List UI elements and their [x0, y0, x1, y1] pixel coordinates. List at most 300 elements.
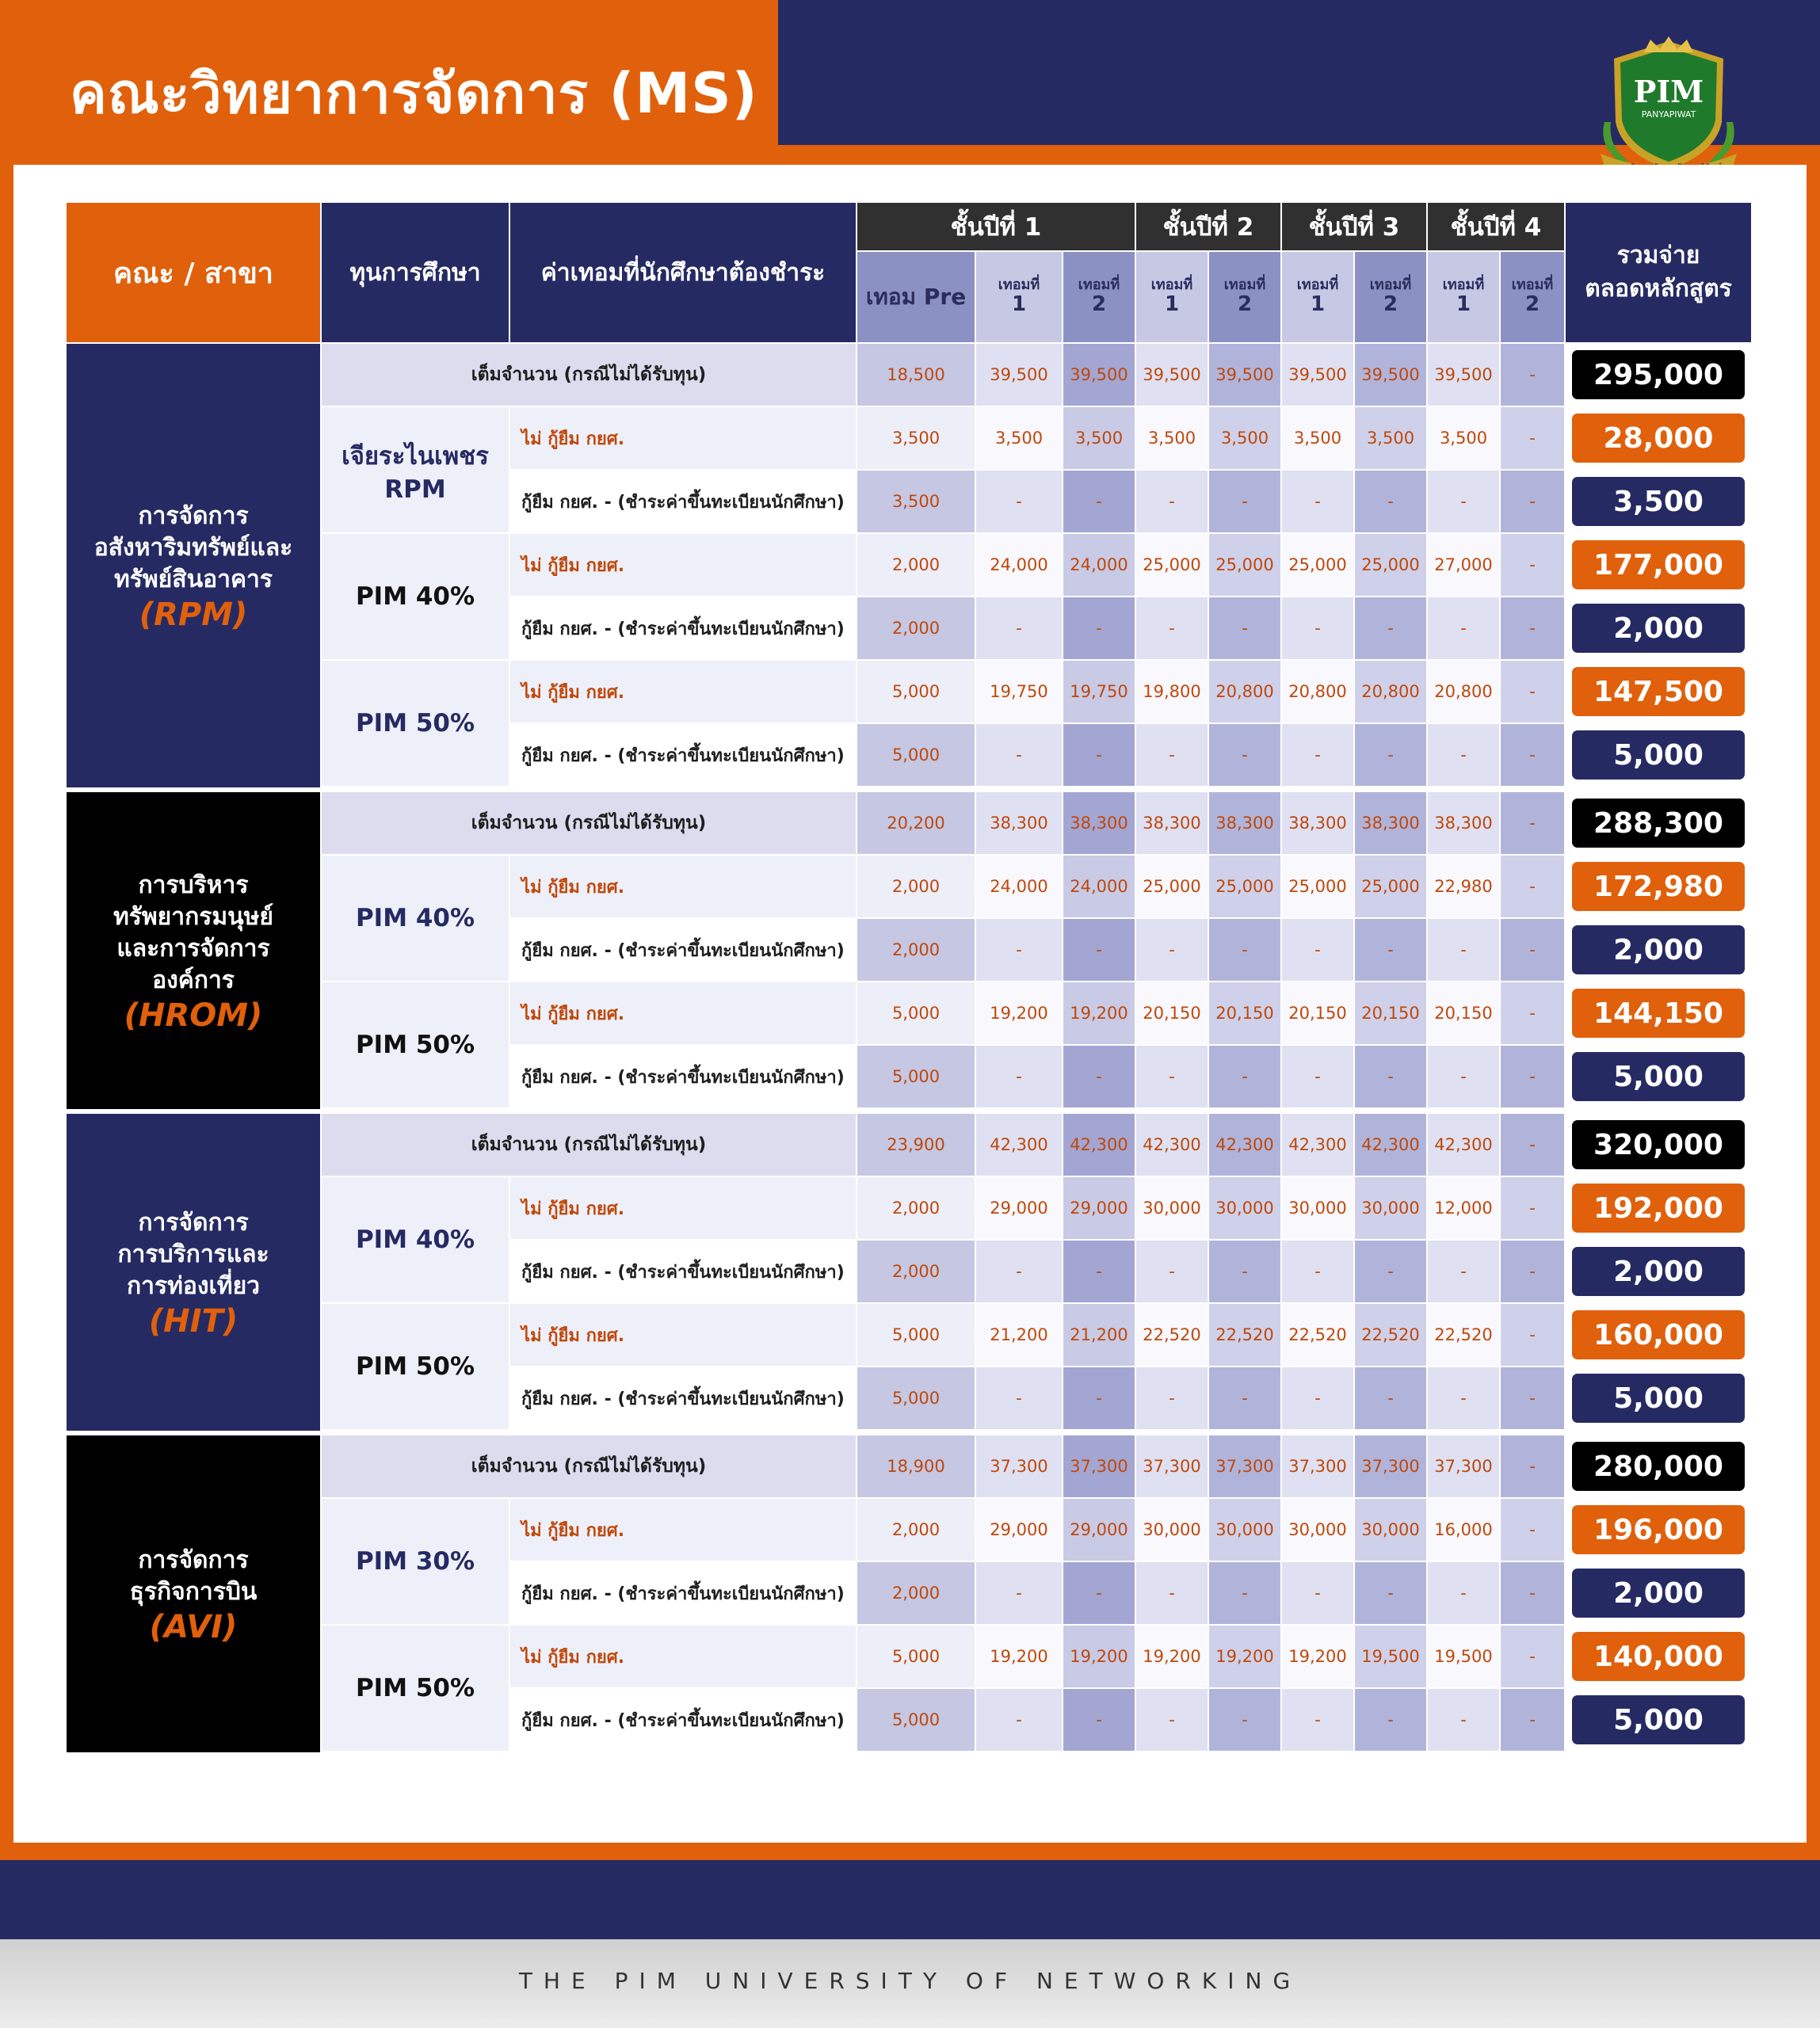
fee-cell: - — [1282, 919, 1353, 981]
fee-cell: 19,200 — [1063, 982, 1135, 1044]
fee-cell: 2,000 — [857, 1177, 975, 1239]
fee-cell: 5,000 — [857, 661, 975, 722]
fund-name — [322, 1177, 509, 1302]
fee-cell: 24,000 — [976, 856, 1062, 917]
fee-cell: - — [1501, 661, 1564, 722]
fee-cell: - — [1501, 1689, 1564, 1751]
header-term — [1063, 252, 1135, 342]
faculty-code: (AVI) — [149, 1609, 238, 1645]
fee-cell: 22,520 — [1282, 1304, 1353, 1366]
fee-cell: 25,000 — [1282, 856, 1353, 917]
fund-name — [322, 534, 509, 659]
fee-cell: 2,000 — [857, 1562, 975, 1624]
fee-cell: 19,200 — [1209, 1626, 1280, 1687]
header-total-line: ตลอดหลักสูตร — [1585, 275, 1732, 303]
fee-cell: - — [1355, 1046, 1426, 1107]
fee-cell: 29,000 — [1063, 1499, 1135, 1561]
row-label-no-loan: ไม่ กู้ยืม กยศ. — [510, 407, 856, 469]
faculty-name-line: ทรัพย์สินอาคาร — [114, 566, 273, 593]
fee-cell: - — [976, 1562, 1062, 1624]
fee-cell: 5,000 — [857, 724, 975, 786]
total-pill: 288,300 — [1572, 799, 1745, 848]
total-pill: 2,000 — [1572, 1247, 1745, 1296]
header-fee: ค่าเทอมที่นักศึกษาต้องชำระ — [510, 203, 856, 342]
fee-cell: 25,000 — [1282, 534, 1353, 596]
fee-cell: 38,300 — [1063, 792, 1135, 854]
fee-cell: 22,520 — [1136, 1304, 1208, 1366]
fee-cell: - — [1501, 1114, 1564, 1176]
fee-cell: - — [1209, 1046, 1280, 1107]
fee-cell: - — [1501, 1241, 1564, 1302]
header-scholarship: ทุนการศึกษา — [322, 203, 509, 342]
row-label-full: เต็มจำนวน (กรณีไม่ได้รับทุน) — [322, 1114, 856, 1176]
fee-cell: 19,200 — [976, 982, 1062, 1044]
faculty-name-line: การจัดการ — [138, 502, 249, 530]
fee-cell: - — [1355, 471, 1426, 532]
fee-cell: - — [1428, 919, 1499, 981]
faculty-code: (HIT) — [148, 1303, 238, 1340]
fee-cell: 19,500 — [1428, 1626, 1499, 1687]
fee-cell: - — [1355, 1562, 1426, 1624]
term-word: เทอมที่ — [1442, 276, 1485, 293]
fee-cell: 39,500 — [1428, 344, 1499, 406]
fee-cell: - — [1501, 344, 1564, 406]
fee-cell: 27,000 — [1428, 534, 1499, 596]
fee-cell: - — [976, 1367, 1062, 1429]
fee-cell: - — [976, 1046, 1062, 1107]
fee-cell: 3,500 — [1136, 407, 1208, 469]
fee-cell: - — [1355, 919, 1426, 981]
header-term — [1501, 252, 1564, 342]
total-pill: 3,500 — [1572, 477, 1745, 526]
fund-name-line: PIM 40% — [355, 904, 475, 932]
fee-cell: 5,000 — [857, 1046, 975, 1107]
fee-cell: 2,000 — [857, 856, 975, 917]
term-word: เทอมที่ — [1369, 276, 1412, 293]
fee-cell: 30,000 — [1355, 1499, 1426, 1561]
header-total — [1566, 203, 1751, 342]
fee-cell: - — [1501, 1562, 1564, 1624]
fee-cell: 19,500 — [1355, 1626, 1426, 1687]
fee-cell: 22,980 — [1428, 856, 1499, 917]
total-pill: 160,000 — [1572, 1310, 1745, 1359]
fund-name — [322, 982, 509, 1107]
term-word: เทอมที่ — [998, 276, 1040, 293]
header-term — [976, 252, 1062, 342]
fee-cell: 23,900 — [857, 1114, 975, 1176]
fund-name-line: เจียระไนเพชร — [341, 442, 489, 471]
fee-cell: 19,200 — [1136, 1626, 1208, 1687]
term-number: 1 — [1310, 292, 1326, 317]
faculty-name-line: ธุรกิจการบิน — [129, 1578, 258, 1606]
fee-cell: 19,200 — [1063, 1626, 1135, 1687]
fund-name-line: PIM 40% — [355, 1226, 475, 1254]
fee-cell: - — [1428, 724, 1499, 786]
row-label-no-loan: ไม่ กู้ยืม กยศ. — [510, 534, 856, 596]
fee-cell: 37,300 — [1428, 1435, 1499, 1497]
header-term — [1428, 252, 1499, 342]
fund-name — [322, 1304, 509, 1429]
fee-cell: - — [1063, 1241, 1135, 1302]
fee-cell: 37,300 — [1355, 1435, 1426, 1497]
footer-tagline: THE PIM UNIVERSITY OF NETWORKING — [518, 1968, 1302, 1994]
header-term — [1136, 252, 1208, 342]
fee-cell: - — [1063, 471, 1135, 532]
row-label-loan: กู้ยืม กยศ. - (ชำระค่าขึ้นทะเบียนนักศึกษา) — [510, 1046, 856, 1107]
fee-cell: - — [1355, 597, 1426, 659]
fee-cell: 3,500 — [857, 407, 975, 469]
fee-cell: 3,500 — [1355, 407, 1426, 469]
fee-cell: - — [1501, 919, 1564, 981]
fee-cell: - — [1355, 1367, 1426, 1429]
fee-cell: 19,800 — [1136, 661, 1208, 722]
fee-cell: 42,300 — [1282, 1114, 1353, 1176]
fee-cell: 29,000 — [1063, 1177, 1135, 1239]
fee-cell: 2,000 — [857, 919, 975, 981]
fee-cell: 37,300 — [1063, 1435, 1135, 1497]
faculty-cell — [67, 1435, 320, 1752]
fee-cell: - — [1428, 597, 1499, 659]
fee-cell: 20,800 — [1209, 661, 1280, 722]
row-label-loan: กู้ยืม กยศ. - (ชำระค่าขึ้นทะเบียนนักศึกษา) — [510, 1689, 856, 1751]
fund-name — [322, 661, 509, 786]
fee-cell: 30,000 — [1136, 1177, 1208, 1239]
faculty-cell — [67, 792, 320, 1109]
row-label-loan: กู้ยืม กยศ. - (ชำระค่าขึ้นทะเบียนนักศึกษา) — [510, 1241, 856, 1302]
fee-cell: - — [1282, 1046, 1353, 1107]
fund-name-line: PIM 50% — [355, 709, 475, 738]
faculty-name-line: องค์การ — [152, 966, 235, 994]
fee-cell: 3,500 — [1209, 407, 1280, 469]
total-pill: 5,000 — [1572, 1052, 1745, 1101]
fee-cell: - — [1501, 1304, 1564, 1366]
header-year-4: ชั้นปีที่ 4 — [1428, 203, 1564, 250]
fee-cell: 20,150 — [1355, 982, 1426, 1044]
fund-name-line: PIM 40% — [355, 582, 475, 611]
fee-cell: 30,000 — [1282, 1499, 1353, 1561]
fee-cell: 20,150 — [1428, 982, 1499, 1044]
row-label-full: เต็มจำนวน (กรณีไม่ได้รับทุน) — [322, 792, 856, 854]
fee-cell: - — [1501, 856, 1564, 917]
fee-cell: 42,300 — [1136, 1114, 1208, 1176]
fee-cell: - — [1063, 724, 1135, 786]
fee-cell: 38,300 — [1282, 792, 1353, 854]
fee-cell: 12,000 — [1428, 1177, 1499, 1239]
fee-cell: - — [1428, 1689, 1499, 1751]
fee-cell: 29,000 — [976, 1499, 1062, 1561]
total-pill: 280,000 — [1572, 1442, 1745, 1491]
fee-cell: - — [1209, 597, 1280, 659]
fee-cell: 42,300 — [1428, 1114, 1499, 1176]
total-pill: 5,000 — [1572, 1695, 1745, 1744]
fee-cell: 19,200 — [1282, 1626, 1353, 1687]
fee-cell: - — [1428, 1046, 1499, 1107]
row-label-full: เต็มจำนวน (กรณีไม่ได้รับทุน) — [322, 344, 856, 406]
term-number: 1 — [1456, 292, 1471, 317]
fee-cell: 30,000 — [1209, 1177, 1280, 1239]
fee-cell: 20,150 — [1136, 982, 1208, 1044]
term-word: เทอมที่ — [1223, 276, 1266, 293]
total-pill: 2,000 — [1572, 1569, 1745, 1618]
total-pill: 2,000 — [1572, 925, 1745, 974]
header-year-2: ชั้นปีที่ 2 — [1136, 203, 1280, 250]
fee-cell: 3,500 — [976, 407, 1062, 469]
logo-subtext: PANYAPIWAT — [1641, 109, 1696, 120]
fee-cell: 38,300 — [1209, 792, 1280, 854]
fee-cell: 18,900 — [857, 1435, 975, 1497]
fee-cell: - — [1136, 919, 1208, 981]
total-pill: 192,000 — [1572, 1184, 1745, 1233]
fee-cell: 20,800 — [1282, 661, 1353, 722]
fee-cell: - — [1428, 1562, 1499, 1624]
fee-cell: - — [976, 597, 1062, 659]
fee-cell: 25,000 — [1355, 534, 1426, 596]
term-word: เทอมที่ — [1150, 276, 1193, 293]
header-total-line: รวมจ่าย — [1616, 242, 1700, 269]
fee-cell: 38,300 — [1355, 792, 1426, 854]
fee-cell: 20,200 — [857, 792, 975, 854]
total-pill: 320,000 — [1572, 1120, 1745, 1169]
fee-cell: 37,300 — [1136, 1435, 1208, 1497]
faculty-name-line: อสังหาริมทรัพย์และ — [93, 534, 293, 562]
fee-cell: - — [1136, 1241, 1208, 1302]
total-pill: 144,150 — [1572, 989, 1745, 1038]
fund-name-line: RPM — [384, 475, 446, 504]
faculty-name-line: การท่องเที่ยว — [126, 1272, 261, 1300]
row-label-no-loan: ไม่ กู้ยืม กยศ. — [510, 1177, 856, 1239]
fee-cell: 38,300 — [1136, 792, 1208, 854]
fee-cell: - — [1063, 1562, 1135, 1624]
term-number: 2 — [1383, 292, 1398, 317]
term-word: เทอมที่ — [1078, 276, 1120, 293]
fee-cell: 38,300 — [1428, 792, 1499, 854]
fee-cell: - — [1136, 1046, 1208, 1107]
fee-cell: - — [1209, 471, 1280, 532]
faculty-code: (HROM) — [124, 997, 263, 1034]
fee-cell: - — [1501, 792, 1564, 854]
faculty-name-line: การจัดการ — [138, 1546, 249, 1574]
row-label-no-loan: ไม่ กู้ยืม กยศ. — [510, 1626, 856, 1687]
fee-cell: 2,000 — [857, 1241, 975, 1302]
fee-cell: 42,300 — [1209, 1114, 1280, 1176]
fee-cell: - — [1428, 1241, 1499, 1302]
fee-cell: - — [1209, 1241, 1280, 1302]
fee-cell: 30,000 — [1209, 1499, 1280, 1561]
header-year-3: ชั้นปีที่ 3 — [1282, 203, 1426, 250]
fee-cell: - — [1282, 471, 1353, 532]
fee-cell: - — [1428, 1367, 1499, 1429]
header-term: เทอม Pre — [857, 252, 975, 342]
fee-cell: 2,000 — [857, 534, 975, 596]
row-label-loan: กู้ยืม กยศ. - (ชำระค่าขึ้นทะเบียนนักศึกษา) — [510, 919, 856, 981]
fee-cell: - — [1501, 471, 1564, 532]
fee-cell: 25,000 — [1136, 856, 1208, 917]
row-label-loan: กู้ยืม กยศ. - (ชำระค่าขึ้นทะเบียนนักศึกษา) — [510, 724, 856, 786]
fee-cell: 20,800 — [1428, 661, 1499, 722]
fee-cell: - — [1063, 597, 1135, 659]
term-number: 1 — [1164, 292, 1180, 317]
fee-cell: - — [1501, 1626, 1564, 1687]
fee-cell: - — [1501, 534, 1564, 596]
term-number: 2 — [1091, 292, 1107, 317]
fee-cell: - — [976, 471, 1062, 532]
faculty-name-line: และการจัดการ — [116, 935, 270, 963]
fee-cell: - — [1063, 1367, 1135, 1429]
fee-cell: 20,800 — [1355, 661, 1426, 722]
header-year-1: ชั้นปีที่ 1 — [857, 203, 1135, 250]
fund-name — [322, 407, 509, 532]
fee-cell: 38,300 — [976, 792, 1062, 854]
fee-cell: 2,000 — [857, 1499, 975, 1561]
row-label-full: เต็มจำนวน (กรณีไม่ได้รับทุน) — [322, 1435, 856, 1497]
fee-cell: 16,000 — [1428, 1499, 1499, 1561]
row-label-loan: กู้ยืม กยศ. - (ชำระค่าขึ้นทะเบียนนักศึกษา) — [510, 471, 856, 532]
total-pill: 172,980 — [1572, 862, 1745, 911]
fee-cell: 25,000 — [1355, 856, 1426, 917]
fee-cell: - — [1282, 724, 1353, 786]
fee-cell: 39,500 — [1063, 344, 1135, 406]
fee-cell: 30,000 — [1282, 1177, 1353, 1239]
fee-cell: 37,300 — [976, 1435, 1062, 1497]
fee-cell: 5,000 — [857, 1304, 975, 1366]
row-label-no-loan: ไม่ กู้ยืม กยศ. — [510, 982, 856, 1044]
fee-cell: - — [1282, 597, 1353, 659]
row-label-no-loan: ไม่ กู้ยืม กยศ. — [510, 856, 856, 917]
fee-cell: 20,150 — [1209, 982, 1280, 1044]
fee-cell: 18,500 — [857, 344, 975, 406]
fee-cell: - — [1282, 1562, 1353, 1624]
row-label-no-loan: ไม่ กู้ยืม กยศ. — [510, 1304, 856, 1366]
fee-cell: 39,500 — [1355, 344, 1426, 406]
row-label-loan: กู้ยืม กยศ. - (ชำระค่าขึ้นทะเบียนนักศึกษา) — [510, 597, 856, 659]
fee-cell: - — [1501, 982, 1564, 1044]
fee-cell: 42,300 — [1063, 1114, 1135, 1176]
total-pill: 2,000 — [1572, 604, 1745, 653]
fee-cell: - — [1209, 1689, 1280, 1751]
fee-cell: 25,000 — [1209, 534, 1280, 596]
total-pill: 147,500 — [1572, 667, 1745, 716]
faculty-cell — [67, 344, 320, 787]
fee-cell: 39,500 — [1209, 344, 1280, 406]
fee-cell: - — [1209, 919, 1280, 981]
faculty-code: (RPM) — [139, 597, 248, 633]
total-pill: 140,000 — [1572, 1632, 1745, 1681]
fee-cell: 24,000 — [976, 534, 1062, 596]
fund-name — [322, 856, 509, 981]
pim-logo — [1589, 35, 1749, 179]
tuition-table — [67, 203, 1751, 1774]
fee-cell: 3,500 — [1282, 407, 1353, 469]
fee-cell: 5,000 — [857, 1367, 975, 1429]
fee-cell: - — [1355, 1689, 1426, 1751]
term-number: 2 — [1237, 292, 1253, 317]
fee-cell: 42,300 — [976, 1114, 1062, 1176]
row-label-no-loan: ไม่ กู้ยืม กยศ. — [510, 661, 856, 722]
fee-cell: 29,000 — [976, 1177, 1062, 1239]
faculty-name-line: การบริหาร — [138, 871, 249, 899]
fee-cell: - — [1501, 1177, 1564, 1239]
fund-name — [322, 1499, 509, 1624]
fee-cell: - — [1355, 1241, 1426, 1302]
fee-cell: 22,520 — [1428, 1304, 1499, 1366]
fee-cell: - — [1282, 1367, 1353, 1429]
fee-cell: - — [976, 919, 1062, 981]
fee-cell: - — [976, 724, 1062, 786]
fee-cell: - — [976, 1689, 1062, 1751]
fee-cell: 5,000 — [857, 1689, 975, 1751]
page-title: คณะวิทยาการจัดการ (MS) — [70, 61, 758, 126]
row-label-loan: กู้ยืม กยศ. - (ชำระค่าขึ้นทะเบียนนักศึกษา) — [510, 1367, 856, 1429]
fee-cell: - — [1063, 1689, 1135, 1751]
fund-name-line: PIM 30% — [355, 1547, 475, 1576]
fee-cell: - — [976, 1241, 1062, 1302]
fee-cell: - — [1501, 1435, 1564, 1497]
total-pill: 28,000 — [1572, 414, 1745, 463]
fee-cell: 39,500 — [976, 344, 1062, 406]
fee-cell: 25,000 — [1209, 856, 1280, 917]
logo-text: PIM — [1633, 74, 1704, 109]
fee-cell: - — [1136, 471, 1208, 532]
total-pill: 295,000 — [1572, 350, 1745, 399]
fee-cell: - — [1136, 724, 1208, 786]
fee-cell: - — [1501, 1367, 1564, 1429]
fee-cell: - — [1136, 1689, 1208, 1751]
row-label-no-loan: ไม่ กู้ยืม กยศ. — [510, 1499, 856, 1561]
fee-cell: - — [1355, 724, 1426, 786]
fee-cell: 21,200 — [1063, 1304, 1135, 1366]
fee-cell: - — [1501, 407, 1564, 469]
fee-cell: - — [1209, 1367, 1280, 1429]
fee-cell: 39,500 — [1282, 344, 1353, 406]
fund-name — [322, 1626, 509, 1751]
fee-cell: - — [1136, 1562, 1208, 1624]
footer-navy-band — [0, 1860, 1820, 1939]
header-faculty: คณะ / สาขา — [67, 203, 320, 342]
term-word: เทอมที่ — [1511, 276, 1554, 293]
header-term — [1355, 252, 1426, 342]
fee-cell: - — [1209, 724, 1280, 786]
fee-cell: 20,150 — [1282, 982, 1353, 1044]
fund-name-line: PIM 50% — [355, 1674, 475, 1702]
faculty-name-line: การจัดการ — [138, 1209, 249, 1237]
row-label-loan: กู้ยืม กยศ. - (ชำระค่าขึ้นทะเบียนนักศึกษา) — [510, 1562, 856, 1624]
fee-cell: - — [1136, 1367, 1208, 1429]
faculty-cell — [67, 1114, 320, 1431]
fee-cell: 2,000 — [857, 597, 975, 659]
fee-cell: 3,500 — [857, 471, 975, 532]
fee-cell: 24,000 — [1063, 534, 1135, 596]
fee-cell: 21,200 — [976, 1304, 1062, 1366]
fee-cell: 3,500 — [1428, 407, 1499, 469]
fee-cell: - — [1136, 597, 1208, 659]
total-pill: 196,000 — [1572, 1505, 1745, 1554]
fee-cell: - — [1501, 1499, 1564, 1561]
term-number: 1 — [1011, 292, 1027, 317]
fee-cell: 19,750 — [976, 661, 1062, 722]
total-pill: 5,000 — [1572, 730, 1745, 780]
fee-cell: 37,300 — [1209, 1435, 1280, 1497]
fee-cell: 37,300 — [1282, 1435, 1353, 1497]
fee-cell: 19,750 — [1063, 661, 1135, 722]
header-term — [1209, 252, 1280, 342]
fee-cell: - — [1501, 1046, 1564, 1107]
fund-name-line: PIM 50% — [355, 1031, 475, 1059]
fee-cell: 39,500 — [1136, 344, 1208, 406]
fee-cell: 5,000 — [857, 1626, 975, 1687]
header-term — [1282, 252, 1353, 342]
total-pill: 177,000 — [1572, 540, 1745, 589]
fee-cell: 30,000 — [1136, 1499, 1208, 1561]
